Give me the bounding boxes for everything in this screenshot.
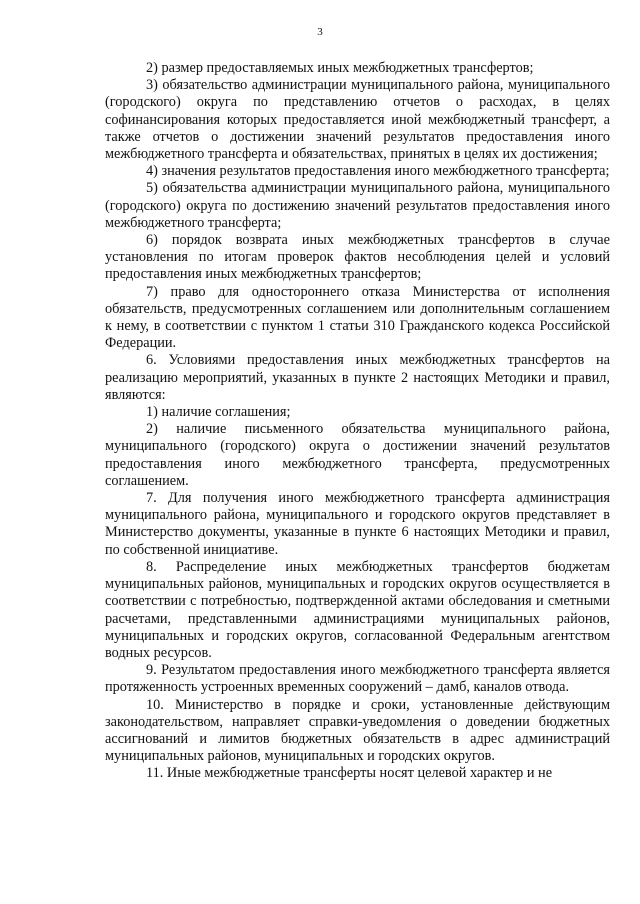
paragraph-item-5-achievement-obligations: 5) обязательства администрации муниципального района, муниципального (городского) округа по достижению значений результатов предоставления иного межбюджетного трансферта; xyxy=(105,180,610,231)
paragraph-item-7-refusal-right: 7) право для одностороннего отказа Министерства от исполнения обязательств, предусмотренных соглашением или дополнительным соглашением к нему, в соответствии с пунктом 1 статьи 310 Гражданского кодекса Российской Федерации. xyxy=(105,283,610,352)
paragraph-section-8-distribution: 8. Распределение иных межбюджетных трансфертов бюджетам муниципальных районов, муниципальных и городских округов осуществляется в соответствии с потребностью, подтвержденной актами обследования и сметными расчетами, представленными администрациями муниципальных районов, муниципальных и городских округов, согласованной Федеральным агентством водных ресурсов. xyxy=(105,558,610,661)
paragraph-section-10-notifications: 10. Министерство в порядке и сроки, установленные действующим законодательством, направляет справки-уведомления о доведении бюджетных ассигнований и лимитов бюджетных обязательств в адрес администраций муниципальных районов, муниципальных и городских округов. xyxy=(105,696,610,765)
paragraph-item-2-size: 2) размер предоставляемых иных межбюджетных трансфертов; xyxy=(146,60,534,76)
paragraph-section-11-target-nature: 11. Иные межбюджетные трансферты носят целевой характер и не xyxy=(146,765,553,782)
document-body xyxy=(105,60,610,783)
paragraph-item-4-result-values: 4) значения результатов предоставления иного межбюджетного трансферта; xyxy=(146,163,610,180)
paragraph-section-9-result: 9. Результатом предоставления иного межбюджетного трансферта является протяженность устроенных временных сооружений – дамб, каналов отвода. xyxy=(105,662,610,696)
paragraph-condition-2-written-obligation: 2) наличие письменного обязательства муниципального района, муниципального (городского) округа о достижении значений результатов предоставления иного межбюджетного трансферта, предусмотренных соглашением. xyxy=(105,421,610,489)
paragraph-item-3-reports-obligation: 3) обязательство администрации муниципального района, муниципального (городского) округа по представлению отчетов о расходах, в целях софинансирования которых предоставляется иной межбюджетный трансферт, а также отчетов о достижении значений результатов предоставления иного межбюджетного трансферта и обязательствах, принятых в целях их достижения; xyxy=(105,77,610,163)
paragraph-item-6-return-procedure: 6) порядок возврата иных межбюджетных трансфертов в случае установления по итогам проверок фактов несоблюдения целей и условий предоставления иных межбюджетных трансфертов; xyxy=(105,232,610,283)
paragraph-section-6-conditions: 6. Условиями предоставления иных межбюджетных трансфертов на реализацию мероприятий, указанных в пункте 2 настоящих Методики и правил, являются: xyxy=(105,352,610,403)
page-number: 3 xyxy=(317,26,323,38)
paragraph-section-7-documents: 7. Для получения иного межбюджетного трансферта администрация муниципального района, муниципального и городского округов представляет в Министерство документы, указанные в пункте 6 настоящих Методики и правил, по собственной инициативе. xyxy=(105,490,610,558)
paragraph-condition-1-agreement: 1) наличие соглашения; xyxy=(146,404,291,421)
